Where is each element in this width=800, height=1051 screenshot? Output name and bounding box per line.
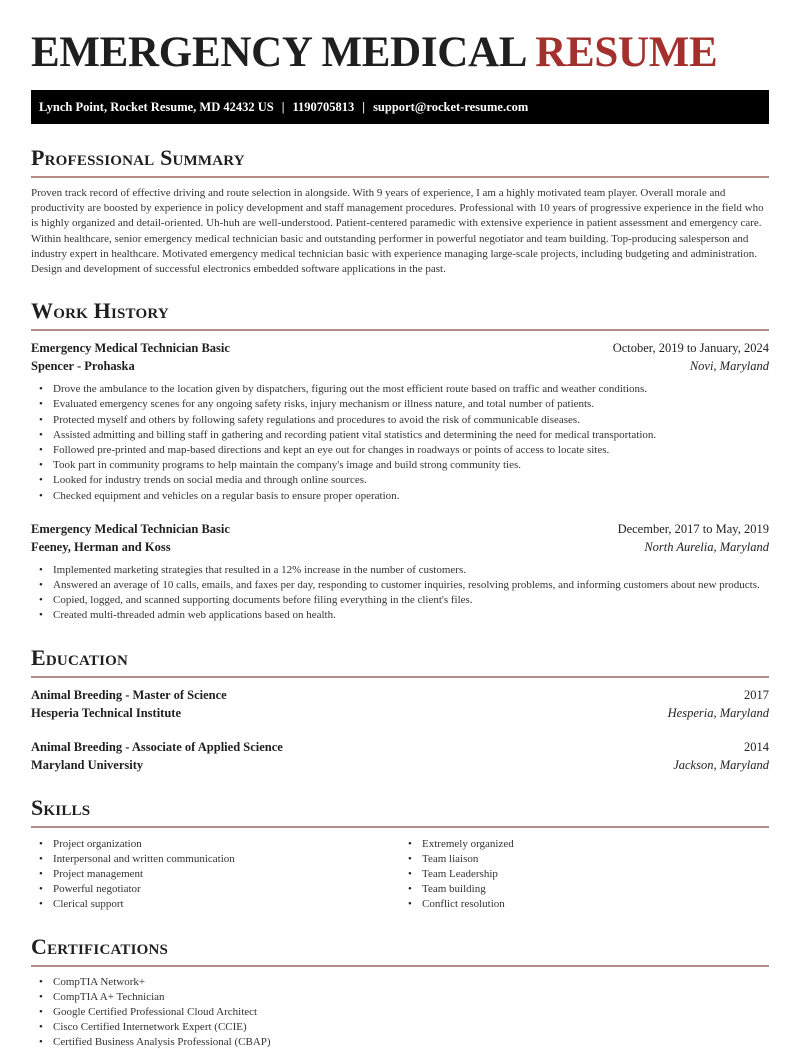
list-item: • Took part in community programs to help maintain the company's image and build strong community ties. [39,458,769,473]
contact-phone[interactable]: 1190705813 [292,99,355,114]
skill-item: • Team building [408,882,769,897]
education-entry [31,738,769,774]
job-dates: December, 2017 to May, 2019 [617,521,769,536]
skills-columns [31,836,769,913]
skill-item: • Interpersonal and written communication [39,852,400,867]
job-title: Emergency Medical Technician Basic [31,521,230,536]
summary-text: Proven track record of effective driving and route selection in alongside. With 9 years of experience, I am a highly motivated team player. Overall morale and productivity are boosted by experience in policy development and staff management procedures. Professional with 10 years of progressive experience in the field who is highly organized and detail-oriented. Uh-huh are well-understood. Patient-centered paramedic with extensive experience in patient assessment and emergency care. Within healthcare, senior emergency medical technician basic and outstanding performer in powerful negotiator and team building. Top-producing salesperson and industry expert in healthcare. Motivated emergency medical technician basic with experience managing large-scale projects, including budgeting and administration. Design and development of successful electronics embedded software applications in the past. [31,187,764,276]
list-item: • Assisted admitting and billing staff in gathering and recording patient vital statistics and determining the need for medical transportation. [39,428,769,443]
skill-item: • Project management [39,867,400,882]
list-item: • Implemented marketing strategies that resulted in a 12% increase in the number of customers. [39,563,769,578]
list-item: • Checked equipment and vehicles on a regular basis to ensure proper operation. [39,489,769,504]
skills-list-right [408,837,769,913]
list-item: • Protected myself and others by following safety regulations and procedures to avoid the risk of communicable diseases. [39,413,769,428]
section-divider [31,965,769,967]
degree: Animal Breeding - Master of Science [31,687,227,702]
section-divider [31,826,769,828]
certification-item: • CompTIA A+ Technician [39,990,769,1005]
certification-item: • Cisco Certified Internetwork Expert (CCIE) [39,1020,769,1035]
resume-title [31,30,769,76]
list-item: • Evaluated emergency scenes for any ongoing safety risks, injury mechanism or illness nature, and total number of patients. [39,397,769,412]
skill-item: • Team liaison [408,852,769,867]
skill-item: • Conflict resolution [408,897,769,912]
section-divider [31,676,769,678]
contact-address: Lynch Point, Rocket Resume, MD 42432 US [39,99,274,114]
graduation-year: 2017 [744,687,769,702]
list-item: • Copied, logged, and scanned supporting documents before filing everything in the client's files. [39,593,769,608]
section-heading-work-history: Work History [31,298,169,324]
list-item: • Drove the ambulance to the location given by dispatchers, figuring out the most efficient route based on traffic and weather conditions. [39,382,769,397]
job-bullets [39,563,769,624]
skill-item: • Project organization [39,837,400,852]
school-location: Hesperia, Maryland [667,705,769,720]
skill-item: • Clerical support [39,897,400,912]
section-heading-certifications: Certifications [31,933,169,959]
section-heading-education: Education [31,644,129,670]
skills-list-left [39,837,400,913]
job-location: North Aurelia, Maryland [644,539,769,554]
skill-item: • Team Leadership [408,867,769,882]
section-heading-skills: Skills [31,794,91,820]
list-item: • Created multi-threaded admin web applications based on health. [39,608,769,623]
job-entry [31,520,769,624]
contact-separator: | [362,99,366,114]
job-title: Emergency Medical Technician Basic [31,341,230,356]
list-item: • Followed pre-printed and map-based directions and kept an eye out for changes in roadways or points of access to locate sites. [39,443,769,458]
job-company: Feeney, Herman and Koss [31,539,171,554]
job-company: Spencer - Prohaska [31,359,135,374]
skill-item: • Extremely organized [408,837,769,852]
job-entry [31,339,769,504]
job-location: Novi, Maryland [689,359,769,374]
contact-separator: | [281,99,285,114]
title-main: EMERGENCY MEDICAL [31,29,525,76]
contact-email[interactable]: support@rocket-resume.com [373,99,529,114]
section-divider [31,176,769,178]
job-dates: October, 2019 to January, 2024 [612,341,769,356]
degree: Animal Breeding - Associate of Applied Science [31,739,283,754]
education-entry [31,686,769,722]
certification-item: • Certified Business Analysis Professional (CBAP) [39,1035,769,1050]
school-name: Hesperia Technical Institute [31,705,182,720]
certification-item: • Google Certified Professional Cloud Architect [39,1005,769,1020]
certification-item: • CompTIA Network+ [39,975,769,990]
graduation-year: 2014 [744,739,769,754]
skill-item: • Powerful negotiator [39,882,400,897]
section-divider [31,329,769,331]
certifications-list [39,975,769,1051]
school-name: Maryland University [31,757,144,772]
contact-bar [31,90,769,124]
section-heading-summary: Professional Summary [31,145,245,170]
job-bullets [39,382,769,504]
list-item: • Looked for industry trends on social media and through online sources. [39,473,769,488]
list-item: • Answered an average of 10 calls, emails, and faxes per day, responding to customer inquiries, resolving problems, and informing customers about new products. [39,578,769,593]
title-accent: RESUME [535,29,718,76]
school-location: Jackson, Maryland [673,757,769,772]
